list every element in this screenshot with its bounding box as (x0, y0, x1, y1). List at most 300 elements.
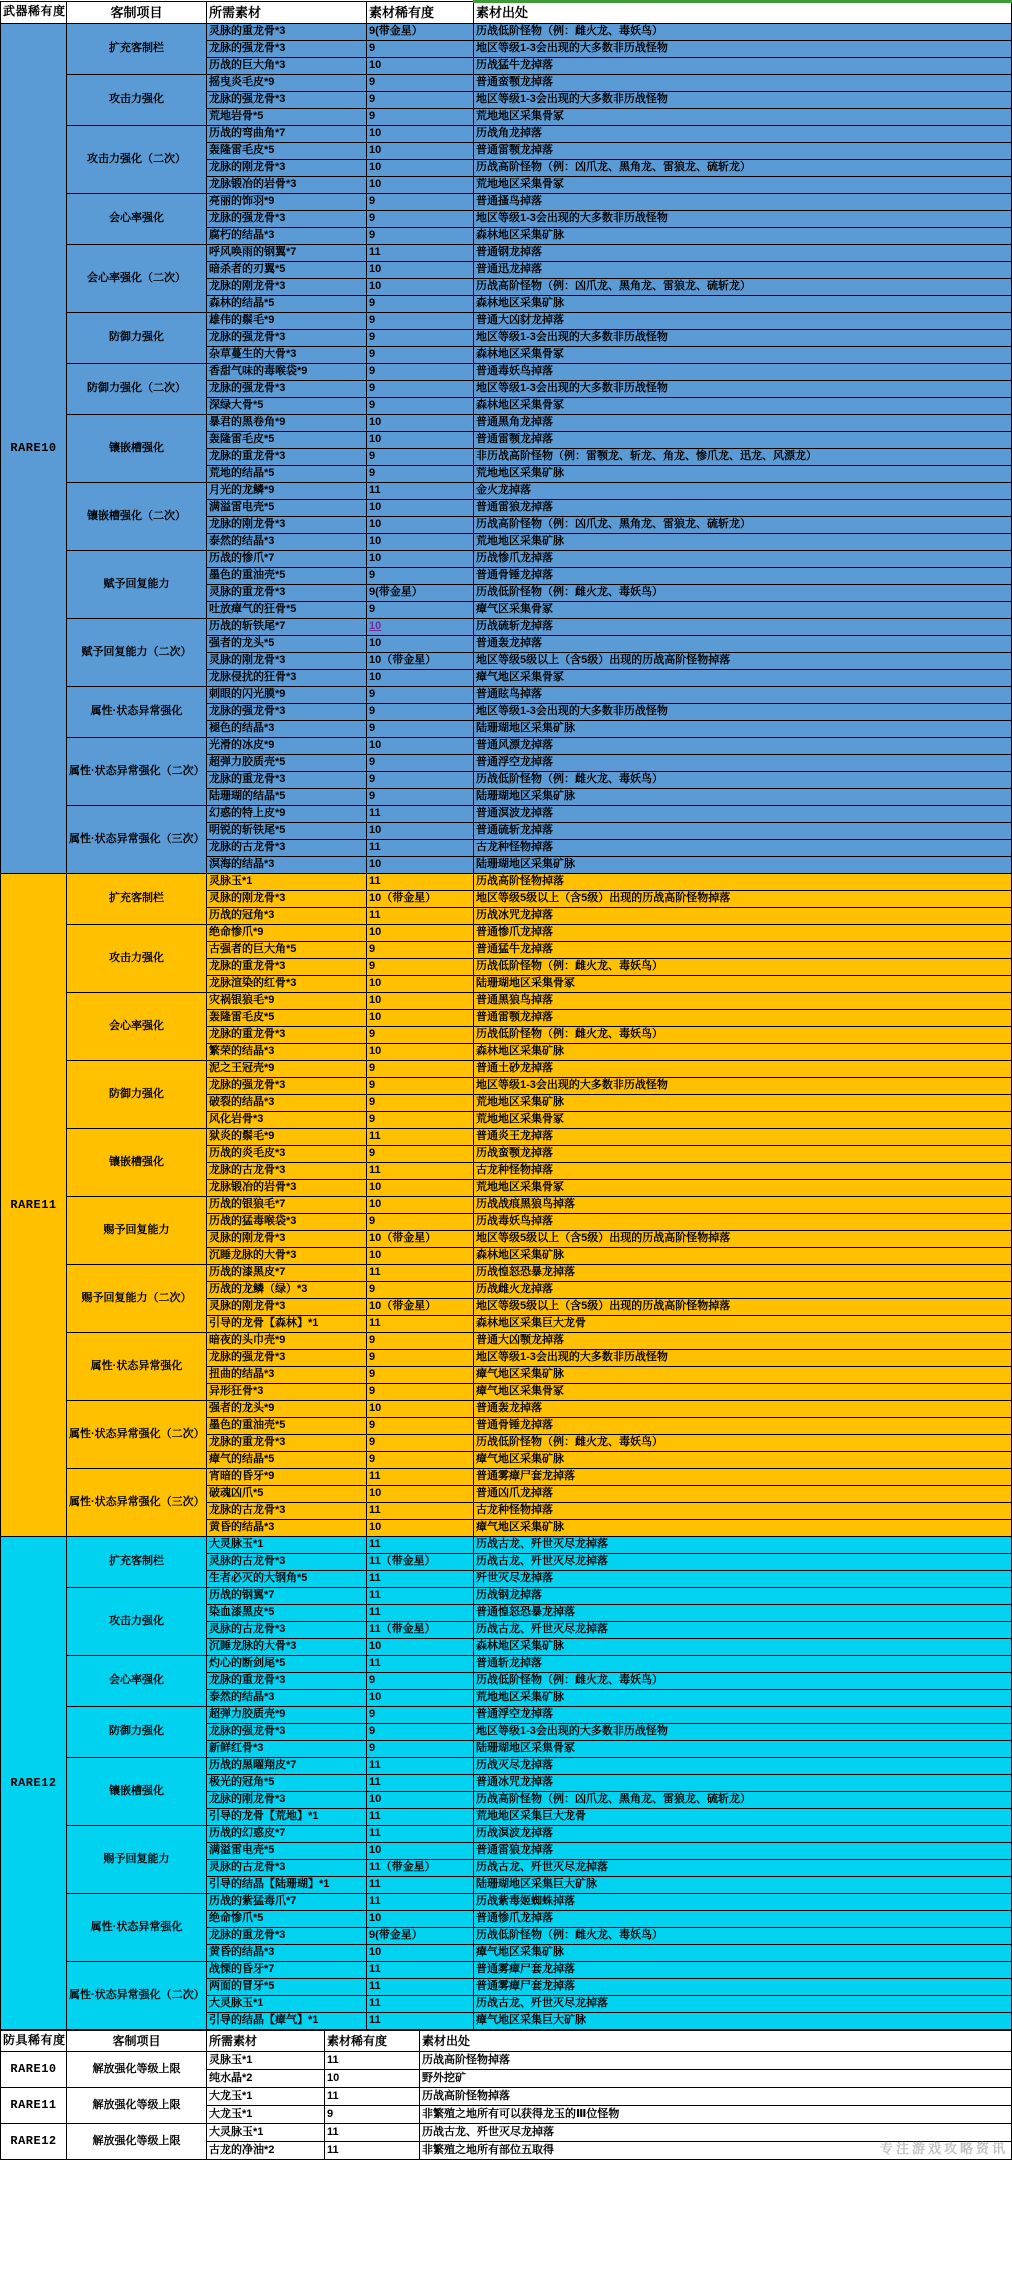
material-cell: 墨色的重油壳*5 (207, 1418, 367, 1435)
material-source-cell: 历战高阶怪物（例：凶爪龙、黑角龙、雷狼龙、硫斩龙） (474, 160, 1012, 177)
material-source-cell: 荒地地区采集矿脉 (474, 466, 1012, 483)
material-rarity-cell: 11（带金星） (367, 1622, 474, 1639)
material-rarity-cell: 11 (367, 1979, 474, 1996)
material-source-cell: 历战低阶怪物（例：雌火龙、毒妖鸟） (474, 1928, 1012, 1945)
material-cell: 深绿大骨*5 (207, 398, 367, 415)
material-source-cell: 普通惨爪龙掉落 (474, 925, 1012, 942)
material-cell: 强者的龙头*5 (207, 636, 367, 653)
material-rarity-cell: 9 (367, 1452, 474, 1469)
material-rarity-cell: 11（带金星） (367, 1554, 474, 1571)
material-rarity-cell: 9 (367, 1078, 474, 1095)
armor-material-source-cell: 非繁殖之地所有部位五取得 (420, 2142, 1012, 2160)
material-rarity-cell: 10 (367, 534, 474, 551)
material-cell: 新鲜红骨*3 (207, 1741, 367, 1758)
material-cell: 摇曳炎毛皮*9 (207, 75, 367, 92)
material-source-cell: 普通雷颚龙掉落 (474, 432, 1012, 449)
material-source-cell: 森林地区采集矿脉 (474, 1639, 1012, 1656)
material-rarity-cell: 11 (367, 1588, 474, 1605)
custom-item-cell: 属性·状态异常强化（三次） (67, 806, 207, 874)
material-rarity-cell: 9 (367, 1095, 474, 1112)
material-source-cell: 陆珊瑚地区采集矿脉 (474, 721, 1012, 738)
table-row (1, 1962, 1012, 1979)
material-cell: 龙脉的强龙骨*3 (207, 1350, 367, 1367)
material-rarity-cell: 11 (367, 1265, 474, 1282)
material-rarity-cell: 9 (367, 568, 474, 585)
material-rarity-cell: 9 (367, 772, 474, 789)
material-rarity-cell: 10 (367, 925, 474, 942)
material-cell: 灵脉的古龙骨*3 (207, 1554, 367, 1571)
material-cell: 龙脉的重龙骨*3 (207, 1435, 367, 1452)
material-rarity-cell: 11 (367, 1503, 474, 1520)
material-cell: 历战的斩铁尾*7 (207, 619, 367, 636)
table-row (1, 1333, 1012, 1350)
material-cell: 龙脉的强龙骨*3 (207, 381, 367, 398)
material-source-cell: 陆珊瑚地区采集矿脉 (474, 857, 1012, 874)
material-source-cell: 森林地区采集矿脉 (474, 296, 1012, 313)
material-rarity-cell: 11 (367, 1163, 474, 1180)
material-rarity-cell: 11 (367, 908, 474, 925)
material-source-cell: 瘴气区采集骨冢 (474, 602, 1012, 619)
table-row (1, 1758, 1012, 1775)
material-rarity-cell[interactable] (367, 619, 474, 636)
material-source-cell: 历战低阶怪物（例：雌火龙、毒妖鸟） (474, 959, 1012, 976)
material-rarity-cell: 10 (367, 670, 474, 687)
material-cell: 溟海的结晶*3 (207, 857, 367, 874)
header-custom-item: 客制项目 (67, 2, 207, 24)
material-source-cell: 森林地区采集矿脉 (474, 1044, 1012, 1061)
material-cell: 月光的龙鳞*9 (207, 483, 367, 500)
material-source-cell: 瘴气地区采集矿脉 (474, 1452, 1012, 1469)
material-rarity-cell: 9 (367, 364, 474, 381)
armor-rarity-cell: RARE12 (1, 2124, 67, 2160)
material-rarity-cell: 10 (367, 1690, 474, 1707)
material-rarity-cell: 11 (367, 1605, 474, 1622)
table-row (1, 551, 1012, 568)
material-rarity-cell: 10 (367, 1180, 474, 1197)
material-rarity-cell: 10 (367, 1520, 474, 1537)
custom-item-cell: 攻击力强化 (67, 925, 207, 993)
material-rarity-cell: 11 (367, 245, 474, 262)
material-source-cell: 古龙种怪物掉落 (474, 1503, 1012, 1520)
material-rarity-cell: 11 (367, 2013, 474, 2030)
material-source-cell: 地区等级5级以上（含5级）出现的历战高阶怪物掉落 (474, 653, 1012, 670)
material-source-cell: 古龙种怪物掉落 (474, 840, 1012, 857)
header-armor-material-source: 素材出处 (420, 2031, 1012, 2052)
table-row (1, 738, 1012, 755)
material-rarity-cell: 10（带金星） (367, 1299, 474, 1316)
material-source-cell: 地区等级1-3会出现的大多数非历战怪物 (474, 704, 1012, 721)
material-source-cell: 普通硫斩龙掉落 (474, 823, 1012, 840)
armor-material-source-cell: 非繁殖之地所有可以获得龙玉的Ⅲ位怪物 (420, 2106, 1012, 2124)
table-row (1, 993, 1012, 1010)
material-cell: 龙脉的古龙骨*3 (207, 1163, 367, 1180)
material-source-cell: 普通风漂龙掉落 (474, 738, 1012, 755)
material-source-cell: 地区等级1-3会出现的大多数非历战怪物 (474, 381, 1012, 398)
custom-item-cell: 赋予回复能力 (67, 551, 207, 619)
custom-item-cell: 属性·状态异常强化（三次） (67, 1469, 207, 1537)
material-rarity-cell: 9 (367, 211, 474, 228)
material-cell: 杂草蔓生的大骨*3 (207, 347, 367, 364)
armor-material-cell: 大灵脉玉*1 (207, 2124, 325, 2142)
material-rarity-cell: 9 (367, 1673, 474, 1690)
table-row (1, 1537, 1012, 1554)
material-source-cell: 历战高阶怪物（例：凶爪龙、黑角龙、雷狼龙、硫斩龙） (474, 279, 1012, 296)
custom-item-cell: 防御力强化 (67, 1061, 207, 1129)
material-cell: 灵脉的重龙骨*3 (207, 24, 367, 41)
material-cell: 历战的钢翼*7 (207, 1588, 367, 1605)
material-rarity-cell: 11 (367, 1537, 474, 1554)
material-rarity-cell: 9 (367, 755, 474, 772)
armor-material-source-cell: 历战高阶怪物掉落 (420, 2052, 1012, 2070)
material-cell: 龙脉的刚龙骨*3 (207, 1792, 367, 1809)
armor-material-cell: 大龙玉*1 (207, 2106, 325, 2124)
header-material-rarity: 素材稀有度 (367, 2, 474, 24)
material-source-cell: 普通土砂龙掉落 (474, 1061, 1012, 1078)
material-rarity-cell: 10 (367, 143, 474, 160)
material-rarity-cell: 10 (367, 58, 474, 75)
material-cell: 引导的结晶【瘴气】*1 (207, 2013, 367, 2030)
material-rarity-cell: 10（带金星） (367, 1231, 474, 1248)
custom-item-cell: 赐予回复能力 (67, 1197, 207, 1265)
material-source-cell: 历战低阶怪物（例：雌火龙、毒妖鸟） (474, 585, 1012, 602)
material-source-cell: 普通凶爪龙掉落 (474, 1486, 1012, 1503)
custom-item-cell: 镶嵌槽强化 (67, 1129, 207, 1197)
material-rarity-cell: 10 (367, 823, 474, 840)
material-source-cell: 普通浮空龙掉落 (474, 755, 1012, 772)
material-source-cell: 普通大凶颚龙掉落 (474, 1333, 1012, 1350)
material-rarity-cell: 9 (367, 296, 474, 313)
material-cell: 异形狂骨*3 (207, 1384, 367, 1401)
material-source-cell: 历战低阶怪物（例：雌火龙、毒妖鸟） (474, 772, 1012, 789)
material-rarity-cell: 11（带金星） (367, 1860, 474, 1877)
custom-item-cell: 防御力强化 (67, 1707, 207, 1758)
material-cell: 刺眼的闪光膜*9 (207, 687, 367, 704)
material-rarity-cell: 10 (367, 500, 474, 517)
armor-custom-item-cell: 解放强化等级上限 (67, 2088, 207, 2124)
material-source-cell: 普通毒妖鸟掉落 (474, 364, 1012, 381)
material-rarity-cell: 10 (367, 1044, 474, 1061)
material-rarity-cell: 11 (367, 1809, 474, 1826)
material-rarity-cell: 10 (367, 738, 474, 755)
material-source-cell: 瘴气地区采集骨冢 (474, 1384, 1012, 1401)
material-rarity-cell: 9 (367, 704, 474, 721)
material-source-cell: 普通蛮颚龙掉落 (474, 75, 1012, 92)
material-cell: 龙脉的重龙骨*3 (207, 1027, 367, 1044)
material-cell: 沉睡龙脉的大骨*3 (207, 1248, 367, 1265)
weapon-rarity-cell: RARE11 (1, 874, 67, 1537)
material-cell: 暴君的黑卷角*9 (207, 415, 367, 432)
material-cell: 历战的漆黑皮*7 (207, 1265, 367, 1282)
material-source-cell: 历战惨爪龙掉落 (474, 551, 1012, 568)
material-rarity-cell: 9 (367, 1214, 474, 1231)
material-cell: 历战的龙鳞（绿）*3 (207, 1282, 367, 1299)
material-source-cell: 普通钢龙掉落 (474, 245, 1012, 262)
material-rarity-cell: 11 (367, 1877, 474, 1894)
table-row (1, 1197, 1012, 1214)
custom-item-cell: 攻击力强化 (67, 75, 207, 126)
material-rarity-cell: 9 (367, 313, 474, 330)
material-source-cell: 普通炎王龙掉落 (474, 1129, 1012, 1146)
armor-material-source-cell: 历战古龙、歼世灭尽龙掉落 (420, 2124, 1012, 2142)
material-rarity-cell: 9 (367, 1282, 474, 1299)
custom-item-cell: 会心率强化 (67, 1656, 207, 1707)
custom-item-cell: 会心率强化 (67, 993, 207, 1061)
header-armor-rarity: 防具稀有度 (1, 2031, 67, 2052)
table-row (1, 1061, 1012, 1078)
header-required-material: 所需素材 (207, 2, 367, 24)
material-rarity-cell: 9 (367, 959, 474, 976)
material-rarity-cell: 11 (367, 1129, 474, 1146)
material-source-cell: 金火龙掉落 (474, 483, 1012, 500)
material-rarity-link[interactable]: 10 (369, 620, 382, 633)
material-source-cell: 历战蛮颚龙掉落 (474, 1146, 1012, 1163)
material-source-cell: 荒地地区采集骨冢 (474, 1180, 1012, 1197)
material-rarity-cell: 11 (367, 1758, 474, 1775)
material-rarity-cell: 9 (367, 1435, 474, 1452)
material-rarity-cell: 9 (367, 330, 474, 347)
material-rarity-cell: 10 (367, 1010, 474, 1027)
table-row (1, 925, 1012, 942)
material-source-cell: 历战硫斩龙掉落 (474, 619, 1012, 636)
material-source-cell: 历战低阶怪物（例：雌火龙、毒妖鸟） (474, 1435, 1012, 1452)
material-rarity-cell: 9 (367, 194, 474, 211)
material-cell: 龙脉的强龙骨*3 (207, 41, 367, 58)
custom-item-cell: 属性·状态异常强化 (67, 1894, 207, 1962)
weapon-table-body (1, 24, 1012, 2030)
material-cell: 两面的冒牙*5 (207, 1979, 367, 1996)
material-source-cell: 普通冰咒龙掉落 (474, 1775, 1012, 1792)
material-rarity-cell: 10 (367, 976, 474, 993)
material-cell: 龙脉的强龙骨*3 (207, 92, 367, 109)
material-source-cell: 历战角龙掉落 (474, 126, 1012, 143)
material-rarity-cell: 10（带金星） (367, 653, 474, 670)
armor-material-rarity-cell: 11 (325, 2052, 420, 2070)
material-cell: 历战的幻惑皮*7 (207, 1826, 367, 1843)
material-rarity-cell: 10 (367, 126, 474, 143)
custom-item-cell: 攻击力强化 (67, 1588, 207, 1656)
material-source-cell: 地区等级1-3会出现的大多数非历战怪物 (474, 41, 1012, 58)
material-source-cell: 古龙种怪物掉落 (474, 1163, 1012, 1180)
header-armor-custom-item: 客制项目 (67, 2031, 207, 2052)
material-rarity-cell: 9 (367, 75, 474, 92)
material-cell: 龙脉的强龙骨*3 (207, 211, 367, 228)
material-cell: 吐放瘴气的狂骨*5 (207, 602, 367, 619)
custom-item-cell: 镶嵌槽强化 (67, 415, 207, 483)
material-rarity-cell: 9 (367, 1146, 474, 1163)
material-rarity-cell: 9 (367, 381, 474, 398)
material-rarity-cell: 9 (367, 1724, 474, 1741)
material-cell: 龙脉的刚龙骨*3 (207, 279, 367, 296)
material-source-cell: 陆珊瑚地区采集骨冢 (474, 976, 1012, 993)
material-rarity-cell: 9 (367, 449, 474, 466)
custom-item-cell: 赐予回复能力（二次） (67, 1265, 207, 1333)
material-cell: 狱炎的鬃毛*9 (207, 1129, 367, 1146)
table-row (1, 313, 1012, 330)
material-source-cell: 陆珊瑚地区采集巨大矿脉 (474, 1877, 1012, 1894)
material-cell: 绝命惨爪*5 (207, 1911, 367, 1928)
material-cell: 龙脉侵扰的狂骨*3 (207, 670, 367, 687)
material-source-cell: 森林地区采集骨冢 (474, 347, 1012, 364)
material-rarity-cell: 9 (367, 109, 474, 126)
material-rarity-cell: 10 (367, 551, 474, 568)
material-source-cell: 荒地地区采集骨冢 (474, 1112, 1012, 1129)
material-cell: 龙脉的重龙骨*3 (207, 959, 367, 976)
material-cell: 轰隆雷毛皮*5 (207, 432, 367, 449)
material-rarity-cell: 10 (367, 415, 474, 432)
material-cell: 灵脉玉*1 (207, 874, 367, 891)
material-rarity-cell: 9 (367, 942, 474, 959)
material-rarity-cell: 9 (367, 1112, 474, 1129)
custom-item-cell: 防御力强化（二次） (67, 364, 207, 415)
material-cell: 明锐的斩铁尾*5 (207, 823, 367, 840)
material-source-cell: 荒地地区采集骨冢 (474, 109, 1012, 126)
material-cell: 褪色的结晶*3 (207, 721, 367, 738)
material-rarity-cell: 9(带金星） (367, 1928, 474, 1945)
material-source-cell: 历战低阶怪物（例：雌火龙、毒妖鸟） (474, 24, 1012, 41)
material-rarity-cell: 10 (367, 160, 474, 177)
armor-custom-item-cell: 解放强化等级上限 (67, 2124, 207, 2160)
material-cell: 大灵脉玉*1 (207, 1537, 367, 1554)
material-rarity-cell: 9 (367, 41, 474, 58)
material-source-cell: 森林地区采集矿脉 (474, 1248, 1012, 1265)
material-cell: 黄昏的结晶*3 (207, 1520, 367, 1537)
material-rarity-cell: 11 (367, 1469, 474, 1486)
armor-rarity-cell: RARE10 (1, 2052, 67, 2088)
material-rarity-cell: 9 (367, 1027, 474, 1044)
table-row (1, 1401, 1012, 1418)
material-source-cell: 历战猛牛龙掉落 (474, 58, 1012, 75)
material-cell: 引导的龙骨【森林】*1 (207, 1316, 367, 1333)
table-row (1, 415, 1012, 432)
material-cell: 大灵脉玉*1 (207, 1996, 367, 2013)
header-weapon-rarity: 武器稀有度 (1, 2, 67, 24)
material-source-cell: 历战溟波龙掉落 (474, 1826, 1012, 1843)
custom-item-cell: 属性·状态异常强化 (67, 687, 207, 738)
material-rarity-cell: 9 (367, 92, 474, 109)
material-cell: 极光的冠角*5 (207, 1775, 367, 1792)
material-rarity-cell: 9(带金星） (367, 585, 474, 602)
material-rarity-cell: 9 (367, 1061, 474, 1078)
custom-item-cell: 属性·状态异常强化（二次） (67, 1962, 207, 2030)
material-cell: 繁荣的结晶*3 (207, 1044, 367, 1061)
material-cell: 荒地的结晶*5 (207, 466, 367, 483)
material-source-cell: 历战高阶怪物（例：凶爪龙、黑角龙、雷狼龙、硫斩龙） (474, 517, 1012, 534)
table-row (1, 1265, 1012, 1282)
material-source-cell: 地区等级1-3会出现的大多数非历战怪物 (474, 1350, 1012, 1367)
material-source-cell: 普通黑角龙掉落 (474, 415, 1012, 432)
material-source-cell: 地区等级5级以上（含5级）出现的历战高阶怪物掉落 (474, 1299, 1012, 1316)
material-cell: 历战的炎毛皮*3 (207, 1146, 367, 1163)
table-row (1, 687, 1012, 704)
material-cell: 暗杀者的刃翼*5 (207, 262, 367, 279)
material-cell: 扭曲的结晶*3 (207, 1367, 367, 1384)
material-cell: 古强者的巨大角*5 (207, 942, 367, 959)
material-source-cell: 瘴气地区采集矿脉 (474, 1945, 1012, 1962)
material-source-cell: 地区等级5级以上（含5级）出现的历战高阶怪物掉落 (474, 891, 1012, 908)
material-rarity-cell: 9 (367, 347, 474, 364)
material-rarity-cell: 9 (367, 1707, 474, 1724)
armor-custom-item-cell: 解放强化等级上限 (67, 2052, 207, 2088)
material-rarity-cell: 10 (367, 1792, 474, 1809)
material-rarity-cell: 10 (367, 1486, 474, 1503)
material-cell: 历战的银狼毛*7 (207, 1197, 367, 1214)
material-cell: 历战的猛毒喉袋*3 (207, 1214, 367, 1231)
material-rarity-cell: 11 (367, 1656, 474, 1673)
material-source-cell: 普通雷狼龙掉落 (474, 1843, 1012, 1860)
material-rarity-cell: 10 (367, 177, 474, 194)
material-rarity-cell: 9 (367, 1741, 474, 1758)
material-cell: 染血漆黑皮*5 (207, 1605, 367, 1622)
material-source-cell: 历战钢龙掉落 (474, 1588, 1012, 1605)
material-cell: 龙脉的重龙骨*3 (207, 1928, 367, 1945)
table-row (1, 2124, 1012, 2142)
armor-material-rarity-cell: 10 (325, 2070, 420, 2088)
material-cell: 生者必灭的大钢角*5 (207, 1571, 367, 1588)
custom-item-cell: 属性·状态异常强化（二次） (67, 738, 207, 806)
armor-material-source-cell: 野外挖矿 (420, 2070, 1012, 2088)
material-source-cell: 历战雌火龙掉落 (474, 1282, 1012, 1299)
material-rarity-cell: 9 (367, 398, 474, 415)
header-material-source: 素材出处 (474, 2, 1012, 24)
material-source-cell: 历战灭尽龙掉落 (474, 1758, 1012, 1775)
material-cell: 沉睡龙脉的大骨*3 (207, 1639, 367, 1656)
custom-item-cell: 属性·状态异常强化（二次） (67, 1401, 207, 1469)
header-armor-material: 所需素材 (207, 2031, 325, 2052)
armor-material-cell: 灵脉玉*1 (207, 2052, 325, 2070)
custom-item-cell: 赋予回复能力（二次） (67, 619, 207, 687)
material-cell: 轰隆雷毛皮*5 (207, 1010, 367, 1027)
material-cell: 龙脉的重龙骨*3 (207, 1673, 367, 1690)
custom-item-cell: 镶嵌槽强化（二次） (67, 483, 207, 551)
material-cell: 暗夜的头巾壳*9 (207, 1333, 367, 1350)
table-row (1, 245, 1012, 262)
material-source-cell: 地区等级1-3会出现的大多数非历战怪物 (474, 1724, 1012, 1741)
table-row (1, 1469, 1012, 1486)
material-source-cell: 历战冰咒龙掉落 (474, 908, 1012, 925)
material-cell: 雄伟的鬃毛*9 (207, 313, 367, 330)
material-source-cell: 地区等级1-3会出现的大多数非历战怪物 (474, 92, 1012, 109)
material-rarity-cell: 10 (367, 1639, 474, 1656)
material-rarity-cell: 10（带金星） (367, 891, 474, 908)
material-cell: 龙脉的强龙骨*3 (207, 704, 367, 721)
material-source-cell: 历战低阶怪物（例：雌火龙、毒妖鸟） (474, 1673, 1012, 1690)
material-cell: 灵脉的刚龙骨*3 (207, 1299, 367, 1316)
material-source-cell: 普通迅龙掉落 (474, 262, 1012, 279)
armor-material-source-cell: 历战高阶怪物掉落 (420, 2088, 1012, 2106)
material-cell: 龙脉的重龙骨*3 (207, 772, 367, 789)
material-source-cell: 森林地区采集巨大龙骨 (474, 1316, 1012, 1333)
table-row (1, 126, 1012, 143)
material-rarity-cell: 10 (367, 1401, 474, 1418)
armor-material-cell: 大龙玉*1 (207, 2088, 325, 2106)
material-rarity-cell: 10 (367, 432, 474, 449)
material-cell: 引导的结晶【陆珊瑚】*1 (207, 1877, 367, 1894)
table-row (1, 1826, 1012, 1843)
weapon-rarity-cell: RARE12 (1, 1537, 67, 2030)
custom-item-cell: 扩充客制栏 (67, 1537, 207, 1588)
material-cell: 灵脉的刚龙骨*3 (207, 653, 367, 670)
material-source-cell: 普通雷颚龙掉落 (474, 1010, 1012, 1027)
armor-material-rarity-cell: 9 (325, 2106, 420, 2124)
material-cell: 历战的紫猛毒爪*7 (207, 1894, 367, 1911)
material-source-cell: 普通斩龙掉落 (474, 1656, 1012, 1673)
material-cell: 强者的龙头*9 (207, 1401, 367, 1418)
material-cell: 历战的冠角*3 (207, 908, 367, 925)
material-rarity-cell: 11 (367, 874, 474, 891)
material-source-cell: 普通猛牛龙掉落 (474, 942, 1012, 959)
material-rarity-cell: 10 (367, 1843, 474, 1860)
material-source-cell: 普通黑狼鸟掉落 (474, 993, 1012, 1010)
